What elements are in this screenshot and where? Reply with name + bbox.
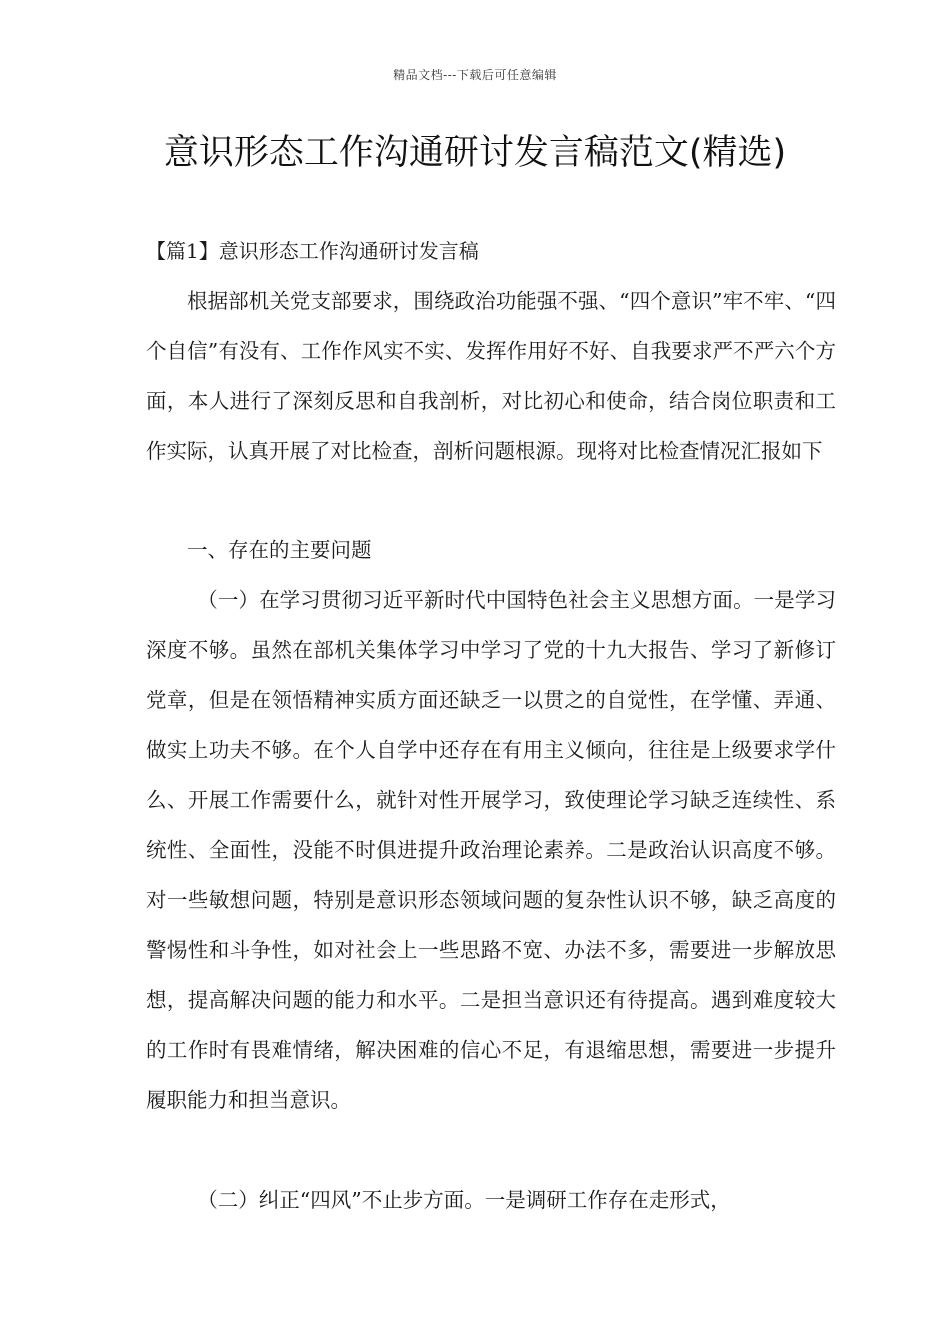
header-note: 精品文档---下载后可任意编辑	[393, 68, 557, 82]
paragraph-heading-main-problems: 一、存在的主要问题	[187, 538, 372, 562]
section-heading: 【篇1】意识形态工作沟通研讨发言稿	[146, 239, 479, 263]
paragraph-four-winds: （二）纠正“四风”不止步方面。一是调研工作存在走形式，	[197, 1188, 731, 1212]
document-title: 意识形态工作沟通研讨发言稿范文(精选)	[163, 133, 787, 173]
paragraph-intro: 根据部机关党支部要求，围绕政治功能强不强、“四个意识”牢不牢、“四个自信”有没有、工作作风实不实、发挥作用好不好、自我要求严不严六个方面，本人进行了深刻反思和自我剖析，对比初心和使命，结合岗位职责和工作实际，认真开展了对比检查，剖析问题根源。现将对比检查情况汇报如下	[146, 289, 836, 463]
paragraph-study-section: （一）在学习贯彻习近平新时代中国特色社会主义思想方面。一是学习深度不够。虽然在部机关集体学习中学习了党的十九大报告、学习了新修订党章，但是在领悟精神实质方面还缺乏一以贯之的自觉性，在学懂、弄通、做实上功夫不够。在个人自学中还存在有用主义倾向，往往是上级要求学什么、开展工作需要什么，就针对性开展学习，致使理论学习缺乏连续性、系统性、全面性，没能不时俱进提升政治理论素养。二是政治认识高度不够。对一些敏想问题，特别是意识形态领域问题的复杂性认识不够，缺乏高度的警惕性和斗争性，如对社会上一些思路不宽、办法不多，需要进一步解放思想，提高解决问题的能力和水平。二是担当意识还有待提高。遇到难度较大的工作时有畏难情绪，解决困难的信心不足，有退缩思想，需要进一步提升履职能力和担当意识。	[146, 588, 836, 1112]
